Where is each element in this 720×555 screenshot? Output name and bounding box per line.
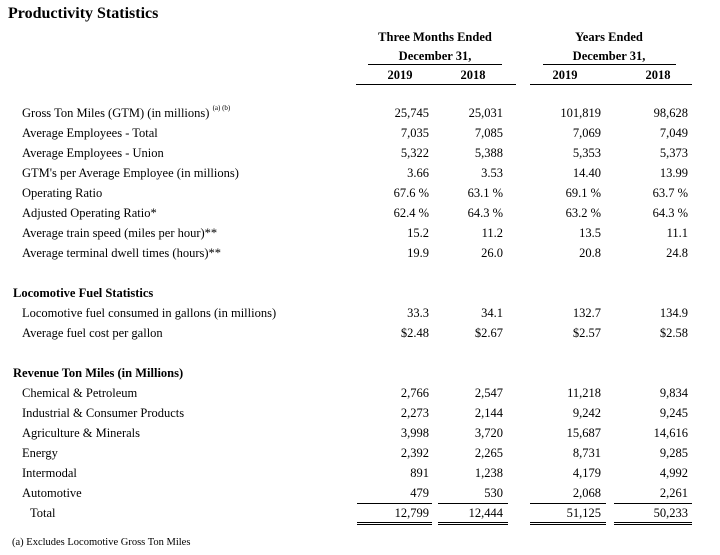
table-row	[0, 486, 720, 504]
row-label: Gross Ton Miles (GTM) (in millions)	[22, 106, 210, 120]
group2-header-rule	[543, 64, 676, 65]
cell-value: 8,731	[572, 446, 601, 460]
total-value: 12,799	[394, 506, 429, 520]
cell-value: 14.40	[572, 166, 601, 180]
section-heading: Locomotive Fuel Statistics	[13, 286, 154, 300]
cell-value: 2,261	[659, 486, 688, 500]
footnote-marker: (a) (b)	[212, 104, 231, 112]
cell-value: 5,322	[400, 146, 429, 160]
cell-value: 19.9	[407, 246, 429, 260]
cell-value: 9,834	[659, 386, 688, 400]
cell-value: 4,179	[572, 466, 601, 480]
year-header: 2019	[387, 68, 413, 82]
cell-value: 2,273	[400, 406, 429, 420]
footnote: (a) Excludes Locomotive Gross Ton Miles	[12, 537, 191, 548]
total-double-rule	[530, 522, 606, 526]
cell-value: 2,392	[400, 446, 429, 460]
cell-value: 5,388	[474, 146, 503, 160]
cell-value: 2,547	[474, 386, 503, 400]
cell-value: 3.53	[481, 166, 503, 180]
year-rule	[356, 84, 438, 85]
cell-value: 63.2 %	[565, 206, 601, 220]
cell-value: $2.58	[659, 326, 688, 340]
cell-value: 25,031	[468, 106, 503, 120]
group2-header-line1: Years Ended	[575, 30, 643, 44]
cell-value: 7,035	[400, 126, 429, 140]
row-label: Operating Ratio	[22, 186, 103, 200]
subtotal-rule	[614, 503, 692, 504]
cell-value: $2.67	[474, 326, 503, 340]
cell-value: 63.1 %	[467, 186, 503, 200]
cell-value: 2,766	[400, 386, 429, 400]
year-header: 2018	[460, 68, 486, 82]
cell-value: 34.1	[481, 306, 503, 320]
cell-value: 7,085	[474, 126, 503, 140]
cell-value: 14,616	[653, 426, 688, 440]
cell-value: 3,720	[474, 426, 503, 440]
cell-value: 1,238	[474, 466, 503, 480]
total-value: 51,125	[566, 506, 601, 520]
cell-value: 26.0	[481, 246, 503, 260]
cell-value: 67.6 %	[393, 186, 429, 200]
cell-value: 5,353	[572, 146, 601, 160]
total-double-rule	[438, 522, 508, 526]
table-row	[0, 226, 720, 244]
cell-value: 4,992	[659, 466, 688, 480]
cell-value: 11,218	[567, 386, 601, 400]
row-label: Energy	[22, 446, 58, 460]
cell-value: 132.7	[572, 306, 601, 320]
table-row	[0, 386, 720, 404]
cell-value: 3.66	[407, 166, 429, 180]
section-heading-row	[0, 286, 720, 304]
group2-header-line2: December 31,	[572, 49, 646, 63]
cell-value: 530	[484, 486, 503, 500]
cell-value: 7,069	[572, 126, 601, 140]
cell-value: 9,242	[572, 406, 601, 420]
table-row	[0, 446, 720, 464]
total-double-rule	[357, 522, 432, 526]
table-row	[0, 326, 720, 344]
row-label: Average fuel cost per gallon	[22, 326, 163, 340]
cell-value: 15.2	[407, 226, 429, 240]
cell-value: 98,628	[653, 106, 688, 120]
cell-value: 64.3 %	[467, 206, 503, 220]
row-label: GTM's per Average Employee (in millions)	[22, 166, 239, 180]
cell-value: 7,049	[659, 126, 688, 140]
row-label: Average terminal dwell times (hours)**	[22, 246, 222, 260]
year-rule	[612, 84, 692, 85]
subtotal-rule	[357, 503, 432, 504]
cell-value: 2,144	[474, 406, 503, 420]
year-rule	[438, 84, 516, 85]
table-row	[0, 206, 720, 224]
table-row	[0, 406, 720, 424]
row-label: Intermodal	[22, 466, 77, 480]
cell-value: 69.1 %	[565, 186, 601, 200]
row-label: Agriculture & Minerals	[22, 426, 141, 440]
cell-value: 11.2	[481, 226, 503, 240]
cell-value: 64.3 %	[652, 206, 688, 220]
table-row	[0, 146, 720, 164]
cell-value: 33.3	[407, 306, 429, 320]
cell-value: 3,998	[400, 426, 429, 440]
total-value: 50,233	[653, 506, 688, 520]
row-label: Locomotive fuel consumed in gallons (in millions)	[22, 306, 277, 320]
row-label: Chemical & Petroleum	[22, 386, 138, 400]
cell-value: 891	[410, 466, 429, 480]
cell-value: 9,285	[659, 446, 688, 460]
cell-value: 15,687	[566, 426, 601, 440]
cell-value: 63.7 %	[652, 186, 688, 200]
cell-value: 24.8	[666, 246, 688, 260]
year-header: 2019	[552, 68, 578, 82]
page-title: Productivity Statistics	[8, 5, 159, 22]
table-row	[0, 246, 720, 264]
group1-header-rule	[368, 64, 502, 65]
year-header: 2018	[645, 68, 671, 82]
section-heading-row	[0, 366, 720, 384]
cell-value: 2,265	[474, 446, 503, 460]
table-row	[0, 126, 720, 144]
row-label: Industrial & Consumer Products	[22, 406, 185, 420]
row-label: Average Employees - Total	[22, 126, 158, 140]
cell-value: 13.5	[579, 226, 601, 240]
table-row	[0, 186, 720, 204]
cell-value: 2,068	[572, 486, 601, 500]
total-double-rule	[614, 522, 692, 526]
cell-value: 134.9	[659, 306, 688, 320]
cell-value: 20.8	[579, 246, 601, 260]
year-rule	[530, 84, 612, 85]
table-row	[0, 106, 720, 124]
cell-value: $2.48	[400, 326, 429, 340]
row-label: Average train speed (miles per hour)**	[22, 226, 218, 240]
subtotal-rule	[530, 503, 606, 504]
row-label: Adjusted Operating Ratio*	[22, 206, 157, 220]
total-label: Total	[30, 506, 56, 520]
table-row	[0, 166, 720, 184]
total-value: 12,444	[468, 506, 503, 520]
cell-value: 9,245	[659, 406, 688, 420]
table-row	[0, 466, 720, 484]
cell-value: 13.99	[659, 166, 688, 180]
cell-value: 479	[410, 486, 429, 500]
group1-header-line1: Three Months Ended	[378, 30, 492, 44]
cell-value: 25,745	[394, 106, 429, 120]
cell-value: 62.4 %	[393, 206, 429, 220]
cell-value: 11.1	[666, 226, 688, 240]
cell-value: 101,819	[560, 106, 601, 120]
subtotal-rule	[438, 503, 508, 504]
table-row	[0, 426, 720, 444]
cell-value: $2.57	[572, 326, 601, 340]
row-label: Average Employees - Union	[22, 146, 164, 160]
cell-value: 5,373	[659, 146, 688, 160]
section-heading: Revenue Ton Miles (in Millions)	[13, 366, 184, 380]
row-label: Automotive	[22, 486, 82, 500]
group1-header-line2: December 31,	[398, 49, 472, 63]
table-row	[0, 306, 720, 324]
